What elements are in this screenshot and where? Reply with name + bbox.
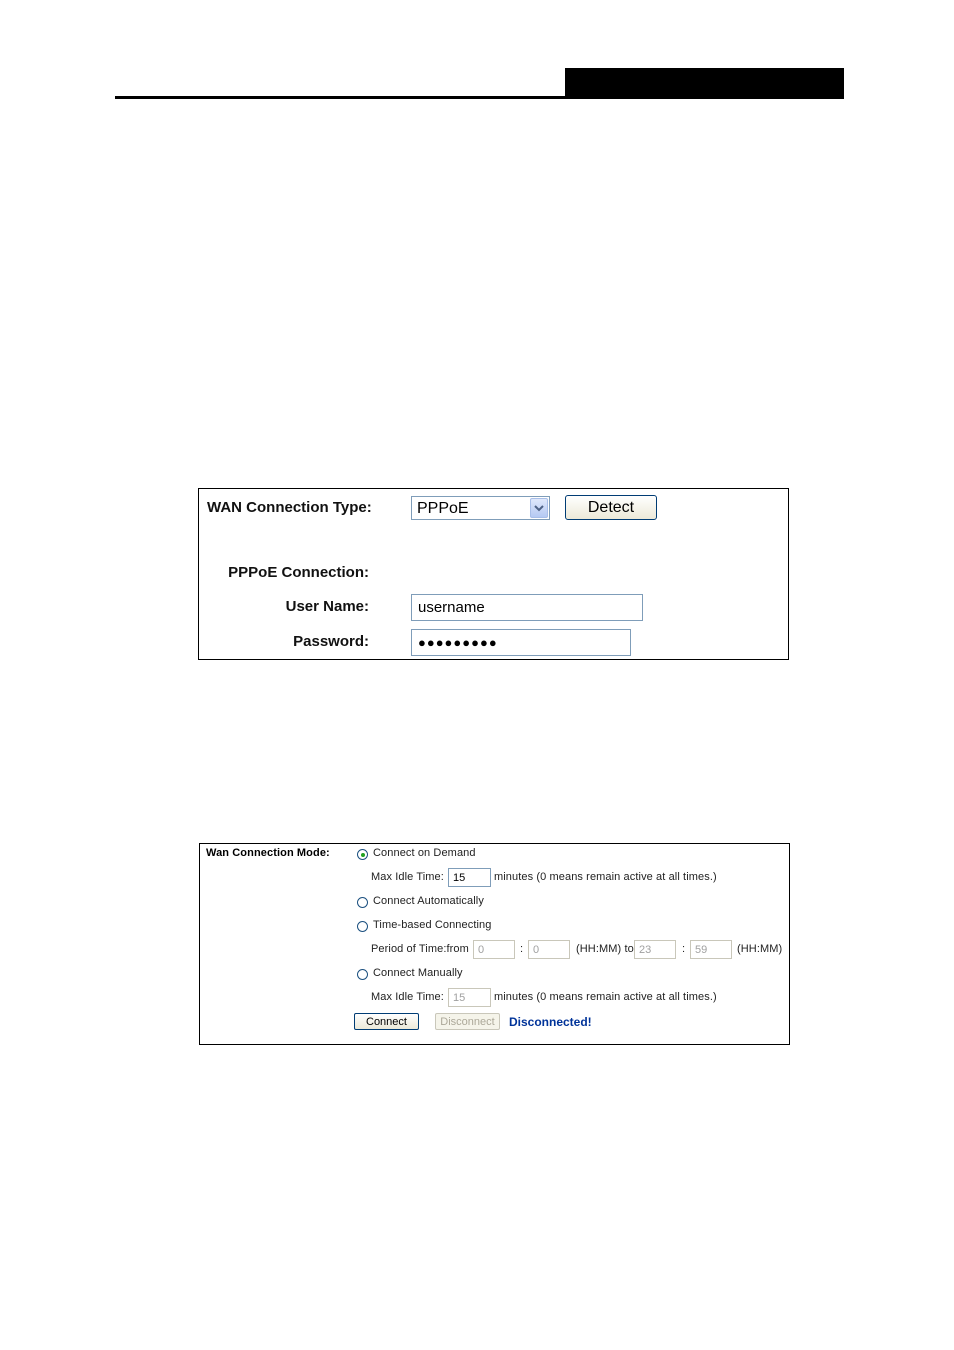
wan-type-panel — [198, 488, 789, 660]
password-label: Password: — [293, 633, 369, 650]
radio-time-based[interactable] — [357, 921, 368, 932]
max-idle-label-2: Max Idle Time: — [371, 991, 444, 1003]
password-input[interactable]: ●●●●●●●●● — [411, 629, 631, 656]
header-block — [565, 68, 844, 99]
hhmm-to-label: (HH:MM) to — [576, 943, 634, 955]
hhmm-end-label: (HH:MM) — [737, 943, 783, 955]
radio-connect-manually[interactable] — [357, 969, 368, 980]
radio-connect-on-demand[interactable] — [357, 849, 368, 860]
wan-connection-type-value: PPPoE — [417, 500, 469, 517]
connect-button[interactable]: Connect — [354, 1013, 419, 1030]
colon-2: : — [682, 943, 686, 955]
max-idle-input-2[interactable]: 15 — [448, 988, 491, 1007]
username-input[interactable]: username — [411, 594, 643, 621]
colon-1: : — [520, 943, 524, 955]
to-mm-input[interactable]: 59 — [690, 940, 732, 959]
connect-on-demand-label: Connect on Demand — [373, 847, 476, 859]
to-hh-input[interactable]: 23 — [634, 940, 676, 959]
header-rule — [115, 96, 844, 99]
pppoe-connection-label: PPPoE Connection: — [228, 564, 369, 581]
radio-selected-dot — [361, 853, 365, 857]
max-idle-label-1: Max Idle Time: — [371, 871, 444, 883]
max-idle-note-2: minutes (0 means remain active at all times.) — [494, 991, 717, 1003]
connect-automatically-label: Connect Automatically — [373, 895, 484, 907]
max-idle-note-1: minutes (0 means remain active at all times.) — [494, 871, 717, 883]
radio-connect-automatically[interactable] — [357, 897, 368, 908]
wan-connection-type-select[interactable] — [411, 496, 550, 520]
wan-mode-panel — [199, 843, 790, 1045]
detect-button[interactable]: Detect — [565, 495, 657, 520]
max-idle-input-1[interactable]: 15 — [448, 868, 491, 887]
time-based-label: Time-based Connecting — [373, 919, 492, 931]
username-label: User Name: — [285, 598, 369, 615]
disconnect-button[interactable]: Disconnect — [435, 1013, 500, 1030]
wan-connection-mode-label: Wan Connection Mode: — [206, 847, 330, 859]
from-mm-input[interactable]: 0 — [528, 940, 570, 959]
period-label: Period of Time:from — [371, 943, 469, 955]
connection-status: Disconnected! — [509, 1015, 592, 1029]
connect-manually-label: Connect Manually — [373, 967, 463, 979]
chevron-down-icon[interactable] — [530, 498, 548, 518]
from-hh-input[interactable]: 0 — [473, 940, 515, 959]
wan-connection-type-label: WAN Connection Type: — [207, 499, 372, 516]
